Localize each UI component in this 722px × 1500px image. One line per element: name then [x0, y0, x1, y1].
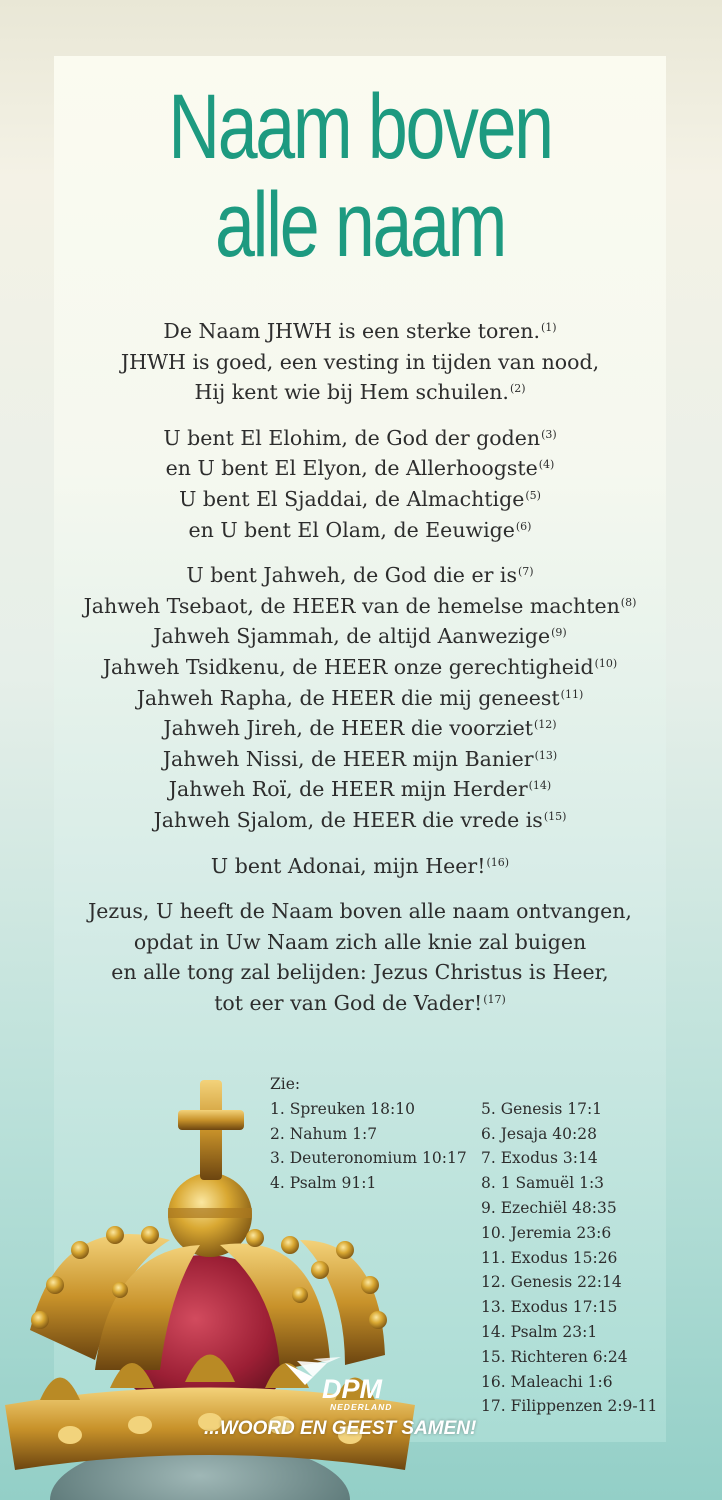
footnote-marker: (10)	[594, 656, 618, 670]
reference-item: 17. Filippenzen 2:9-11	[481, 1397, 658, 1416]
verse-line-text: tot eer van God de Vader!	[214, 990, 483, 1015]
verse-line-text: Jahweh Nissi, de HEER mijn Banier	[162, 746, 534, 771]
verse-line	[54, 652, 666, 683]
reference-item: 8. 1 Samuël 1:3	[481, 1174, 605, 1193]
reference-item: 3. Deuteronomium 10:17	[270, 1149, 467, 1168]
footnote-marker: (4)	[538, 458, 555, 472]
footnote-marker: (6)	[515, 519, 532, 533]
stanza	[54, 896, 666, 1018]
verse-line	[54, 927, 666, 958]
verse-line-text: Jahweh Rapha, de HEER die mij geneest	[136, 685, 560, 710]
verse-line-text: Jahweh Roï, de HEER mijn Herder	[168, 777, 528, 802]
verse-line-text: Jahweh Tsidkenu, de HEER onze gerechtigheid	[102, 654, 594, 679]
verse-line-text: U bent El Sjaddai, de Almachtige	[179, 486, 525, 511]
stanza	[54, 316, 666, 408]
verse-line-text: Hij kent wie bij Hem schuilen.	[194, 380, 509, 405]
reference-item: 10. Jeremia 23:6	[481, 1223, 612, 1242]
reference-item: 1. Spreuken 18:10	[270, 1099, 415, 1118]
verse-text	[54, 316, 666, 1033]
title-line-1: Naam boven	[168, 76, 552, 178]
verse-line-text: opdat in Uw Naam zich alle knie zal buigen	[133, 929, 587, 954]
verse-line-text: De Naam JHWH is een sterke toren.	[163, 319, 540, 343]
footnote-marker: (7)	[517, 565, 534, 579]
reference-item: 9. Ezechiël 48:35	[481, 1198, 617, 1217]
verse-line-text: Jahweh Tsebaot, de HEER van de hemelse machten	[83, 593, 620, 618]
verse-line	[54, 805, 666, 836]
reference-item: 4. Psalm 91:1	[270, 1174, 377, 1193]
verse-line-text: U bent El Elohim, de God der goden	[163, 425, 541, 450]
verse-line	[54, 591, 666, 622]
verse-line	[54, 347, 666, 378]
footnote-marker: (8)	[620, 595, 637, 609]
verse-line	[54, 316, 666, 347]
verse-line	[54, 423, 666, 454]
footnote-marker: (5)	[525, 488, 541, 502]
footnote-marker: (3)	[541, 427, 557, 441]
verse-line-text: Jahweh Sjammah, de altijd Aanwezige	[153, 624, 551, 649]
verse-line	[54, 988, 666, 1019]
verse-line-text: en alle tong zal belijden: Jezus Christus is Heer,	[111, 960, 609, 985]
reference-item: 6. Jesaja 40:28	[481, 1124, 597, 1143]
references-label: Zie:	[270, 1075, 301, 1093]
verse-line	[54, 683, 666, 714]
verse-line-text: en U bent El Olam, de Eeuwige	[188, 517, 515, 542]
stanza	[54, 851, 666, 882]
verse-line	[54, 560, 666, 591]
footnote-marker: (15)	[543, 809, 567, 823]
footnote-marker: (11)	[560, 687, 584, 701]
footnote-marker: (14)	[528, 779, 552, 793]
verse-line	[54, 621, 666, 652]
verse-line-text: en U bent El Elyon, de Allerhoogste	[165, 456, 538, 481]
verse-line-text: U bent Jahweh, de God die er is	[186, 563, 517, 588]
verse-line	[54, 713, 666, 744]
reference-item: 15. Richteren 6:24	[481, 1347, 628, 1366]
verse-line	[54, 774, 666, 805]
footnote-marker: (17)	[483, 992, 506, 1006]
verse-line-text: Jezus, U heeft de Naam boven alle naam ontvangen,	[88, 899, 632, 924]
reference-item: 14. Psalm 23:1	[481, 1322, 598, 1341]
footnote-marker: (12)	[534, 718, 557, 732]
reference-item: 13. Exodus 17:15	[481, 1298, 618, 1317]
stanza	[54, 423, 666, 545]
verse-line-text: JHWH is goed, een vesting in tijden van nood,	[120, 349, 600, 374]
verse-line-text: Jahweh Jireh, de HEER die voorziet	[163, 716, 534, 741]
verse-line	[54, 851, 666, 882]
verse-line	[54, 515, 666, 546]
verse-line	[54, 484, 666, 515]
reference-item: 5. Genesis 17:1	[481, 1099, 603, 1118]
reference-item: 7. Exodus 3:14	[481, 1149, 598, 1168]
references-column-2	[481, 1097, 657, 1419]
verse-line-text: U bent Adonai, mijn Heer!	[210, 853, 486, 878]
footnote-marker: (13)	[534, 748, 558, 762]
slogan: ...WOORD EN GEEST SAMEN!	[204, 1418, 477, 1439]
logo-subtitle: NEDERLAND	[330, 1402, 393, 1412]
verse-line	[54, 377, 666, 408]
reference-item: 11. Exodus 15:26	[481, 1248, 618, 1267]
reference-item: 2. Nahum 1:7	[270, 1124, 378, 1143]
verse-line-text: Jahweh Sjalom, de HEER die vrede is	[153, 807, 543, 832]
logo-name: DPM	[322, 1374, 382, 1404]
verse-line	[54, 896, 666, 927]
verse-line	[54, 744, 666, 775]
footnote-marker: (1)	[540, 321, 557, 334]
reference-item: 12. Genesis 22:14	[481, 1273, 622, 1292]
footnote-marker: (16)	[486, 855, 510, 869]
title-line-2: alle naam	[214, 174, 506, 276]
page-title	[121, 78, 598, 274]
reference-item: 16. Maleachi 1:6	[481, 1372, 613, 1391]
footnote-marker: (2)	[509, 382, 526, 396]
verse-line	[54, 453, 666, 484]
verse-line	[54, 957, 666, 988]
stanza	[54, 560, 666, 835]
footnote-marker: (9)	[551, 626, 567, 640]
